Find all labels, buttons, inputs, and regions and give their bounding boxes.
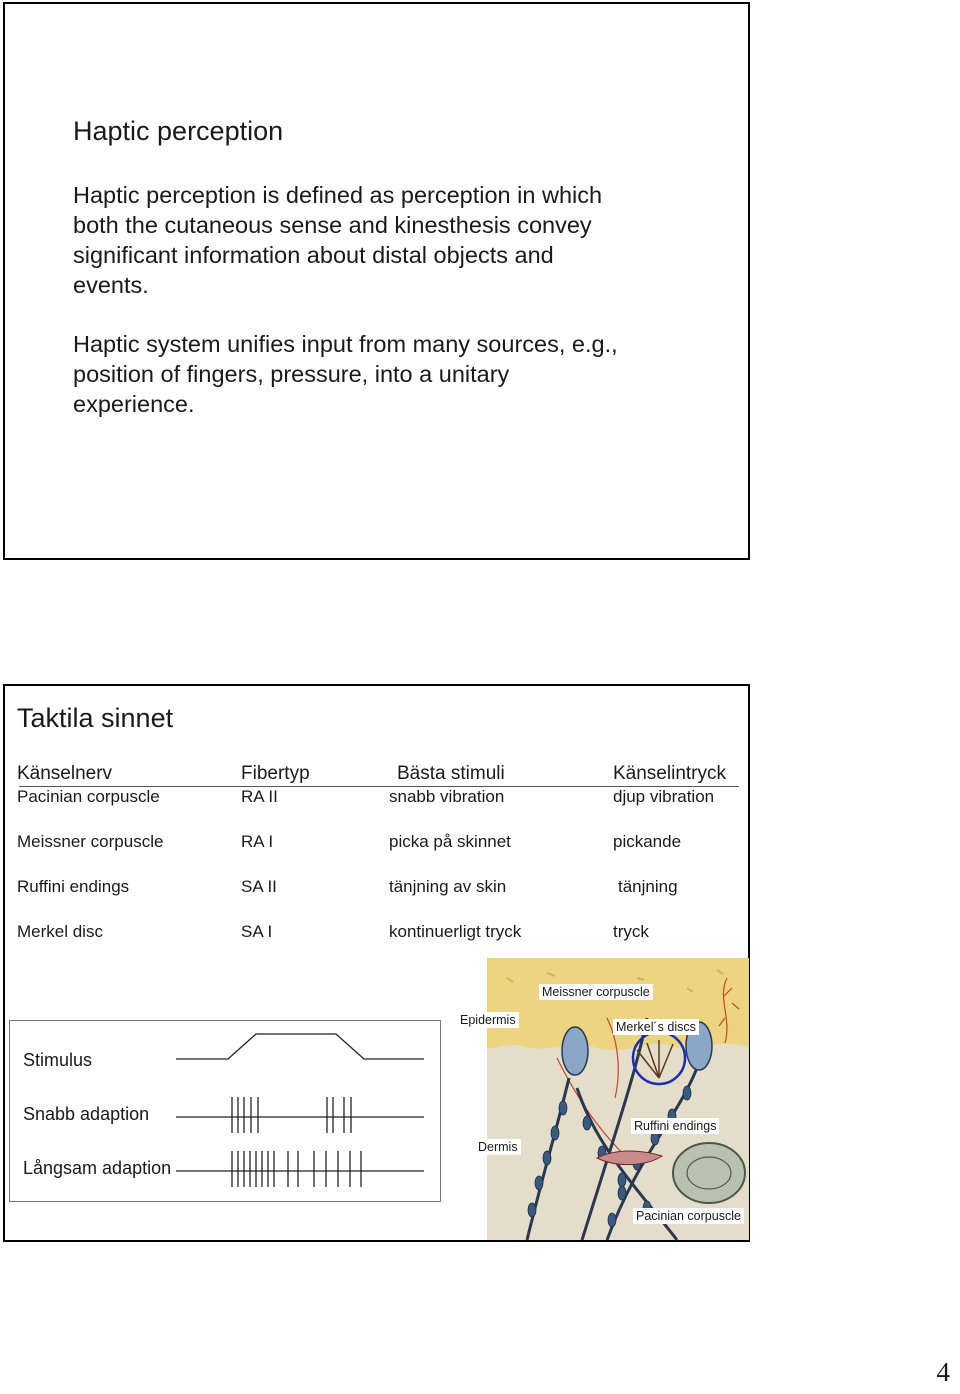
table-cell: picka på skinnet: [389, 832, 511, 851]
stimulus-label: Stimulus: [23, 1050, 93, 1070]
text-line: both the cutaneous sense and kinesthesis convey: [73, 212, 592, 238]
table-cell: kontinuerligt tryck: [389, 922, 522, 941]
table-header: Bästa stimuli: [397, 763, 505, 784]
slide-haptic-perception: [3, 2, 750, 560]
table-cell: RA II: [241, 787, 278, 806]
label-meissner: Meissner corpuscle: [539, 984, 653, 1000]
meissner-corpuscle-left: [562, 1027, 588, 1075]
slide1-paragraph-2: [73, 329, 618, 419]
text-line: significant information about distal objects and: [73, 242, 554, 268]
label-pacinian: Pacinian corpuscle: [633, 1208, 744, 1224]
table-cell: SA II: [241, 877, 277, 896]
table-cell: SA I: [241, 922, 273, 941]
fast-adaptation-label: Snabb adaption: [23, 1104, 150, 1124]
table-cell: djup vibration: [613, 787, 715, 806]
slow-adaptation-spikes: [232, 1151, 361, 1187]
table-cell: pickande: [613, 832, 682, 851]
text-line: experience.: [73, 391, 195, 417]
table-header: Känselnerv: [17, 763, 113, 784]
skin-receptor-figure: [460, 958, 749, 1240]
table-cell: tänjning av skin: [389, 877, 507, 896]
stimulus-trace: [176, 1034, 424, 1059]
table-cell: tänjning: [618, 877, 678, 896]
label-ruffini: Ruffini endings: [631, 1118, 719, 1134]
skin-illustration: [487, 958, 749, 1240]
fast-adaptation-spikes: [232, 1097, 351, 1133]
table-cell: snabb vibration: [389, 787, 505, 806]
label-epidermis: Epidermis: [457, 1012, 519, 1028]
table-cell: RA I: [241, 832, 274, 851]
slow-adaptation-label: Långsam adaption: [23, 1158, 172, 1178]
text-line: Haptic system unifies input from many sources, e.g.,: [73, 331, 618, 357]
slide-taktila-sinnet: [3, 684, 750, 1242]
table-cell: Pacinian corpuscle: [17, 787, 160, 806]
table-cell: Meissner corpuscle: [17, 832, 164, 851]
page-number: 4: [936, 1357, 950, 1387]
text-line: position of fingers, pressure, into a unitary: [73, 361, 510, 387]
text-line: Haptic perception is defined as perception in which: [73, 182, 603, 208]
adaptation-diagram: [9, 1020, 441, 1202]
slide2-title: Taktila sinnet: [17, 703, 174, 733]
table-cell: Merkel disc: [17, 922, 103, 941]
slide1-paragraph-1: [73, 180, 602, 300]
label-merkel: Merkel´s discs: [613, 1019, 699, 1035]
slide1-title: Haptic perception: [73, 116, 284, 146]
text-line: events.: [73, 272, 149, 298]
table-header: Känselintryck: [613, 763, 726, 784]
adaptation-traces: [10, 1021, 440, 1201]
table-cell: Ruffini endings: [17, 877, 130, 896]
pacinian-corpuscle: [673, 1143, 745, 1203]
table-header: Fibertyp: [241, 763, 310, 784]
label-dermis: Dermis: [475, 1139, 521, 1155]
table-cell: tryck: [613, 922, 649, 941]
